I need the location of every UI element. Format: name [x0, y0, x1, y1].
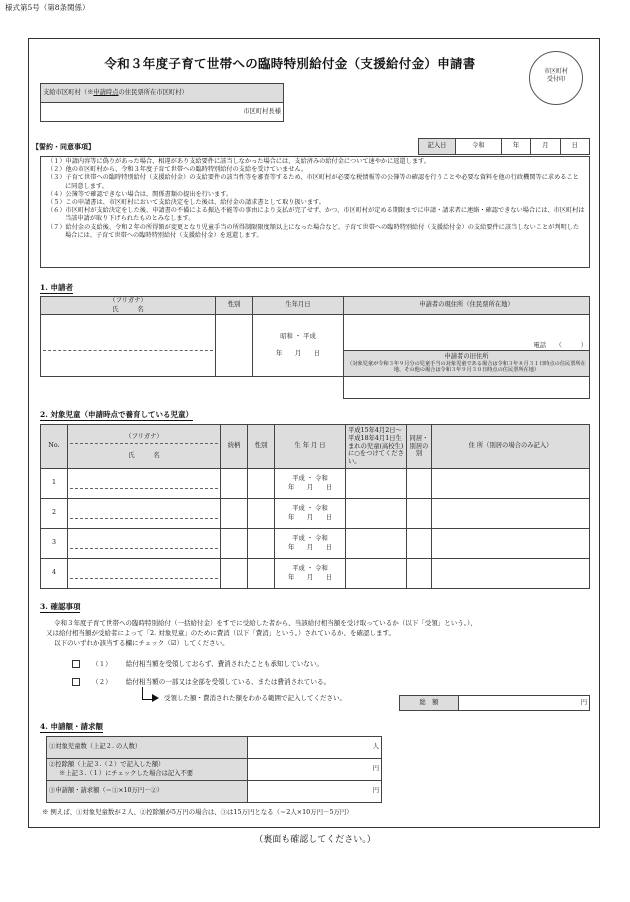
page-title: 令和３年度子育て世帯への臨時特別給付金（支援給付金）申請書 — [104, 56, 476, 71]
checkbox-1[interactable] — [72, 660, 80, 668]
applicant-table — [40, 296, 590, 399]
oath-item: （３）子育て世帯への臨時特別給付（支援給付金）の支給要件の該当性等を審査等するため、市区町村が必要な税情報等の公簿等の確認を行うことや必要な資料を他の行政機関等に求めることに同意します。 — [47, 174, 579, 190]
total-label: 総 額 — [400, 696, 459, 711]
amount-row3-field[interactable]: 円 — [248, 781, 382, 803]
reception-stamp — [529, 51, 583, 105]
arrow-right-icon — [152, 694, 159, 702]
applicant-address-field[interactable]: 電話 （ ） — [344, 315, 590, 351]
total-field[interactable]: 円 — [459, 696, 590, 711]
municipality-label: 支給市区町村（※申請時点の住民票所在市区町村） — [41, 84, 284, 103]
col-address: 住 所（別居の場合のみ記入） — [432, 425, 590, 469]
total-table — [399, 695, 590, 711]
amount-note: ※ 例えば、①対象児童数が２人、②控除額が5万円の場合は、③は15万円となる（＝2人×10万円－5万円） — [42, 808, 353, 816]
checkbox-2[interactable] — [72, 678, 80, 686]
col-relation: 続柄 — [221, 425, 248, 469]
col-name: （フリガナ） 氏 名 — [68, 425, 221, 469]
col-separate: 同居・別居の別 — [407, 425, 432, 469]
date-year[interactable]: 年 — [501, 139, 530, 155]
col-gender: 性別 — [248, 425, 275, 469]
col-highschool: 平成15年4月2日～平成18年4月1日生まれの児童(高校生)に○をつけてください。 — [346, 425, 407, 469]
applicant-old-address-label: 申請者の旧住所 （対象児童が令和３年９月分の児童手当の対象児童である場合は令和３年８月３１日時点の住民票所在地、その他の場合は令和３年９月３０日時点の住民票所在地） — [344, 351, 590, 377]
arrow-note: 受領した額・費消された額をわかる範囲で記入してください。 — [164, 694, 346, 702]
table-row: 2 平成 ・ 令和 年 月 日 — [41, 499, 590, 529]
oath-item: （１）申請内容等に偽りがあった場合、相違があり支給要件に該当しなかった場合には、支給済みの給付金について速やかに返還します。 — [47, 158, 430, 165]
date-label: 記入日 — [419, 139, 456, 155]
child-name-field[interactable] — [68, 469, 221, 499]
amount-row1-label: ①対象児童数（上記２. の人数） — [47, 737, 248, 759]
municipality-mayor[interactable]: 市区町村長様 — [41, 103, 284, 122]
children-table — [40, 424, 590, 589]
amount-row1-field[interactable]: 人 — [248, 737, 382, 759]
applicant-name-field[interactable] — [41, 315, 216, 377]
oath-item: （６）市区町村が支給決定をした後、申請書の不備による振込不能等の事由により支払が完了せず、かつ、市区町村が定める期限までに申請・請求者に連絡・確認できない場合には、市区町村は当該申請が取り下げられたものとみなします。 — [47, 207, 585, 223]
col-no: No. — [41, 425, 68, 469]
amount-heading: 4. 申請額・請求額 — [40, 722, 103, 733]
date-table — [418, 138, 590, 155]
confirm-text: 令和３年度子育て世帯への臨時特別給付（一括給付金）をすでに受給した者から、当該給付相当額を受け取っているか（以下「受領」という。）、 又は給付相当額が受給者によって「2. 対象児童」のために費消（以下「費消」という。）されているか、を確認します。 以下のいずれか該当する欄にチェック（☑）してください。 — [46, 619, 477, 648]
footer-note: （裏面も確認してください。） — [254, 835, 376, 845]
date-month[interactable]: 月 — [531, 139, 560, 155]
stamp-line1: 市区町村 — [543, 68, 568, 75]
col-birth: 生 年 月 日 — [275, 425, 346, 469]
oath-item: （５）この申請書は、市区町村において支給決定をした後は、給付金の請求書として取り扱います。 — [47, 198, 325, 206]
applicant-birth-label: 生年月日 — [253, 297, 344, 315]
stamp-line2: 受付印 — [546, 76, 565, 84]
applicant-birth-field[interactable]: 昭和 ・ 平成 年 月 日 — [253, 315, 344, 377]
table-row: 3 平成 ・ 令和 年 月 日 — [41, 529, 590, 559]
form-number: 様式第5号（第8条関係） — [5, 3, 90, 12]
confirm-heading: 3. 確認事項 — [40, 602, 80, 613]
oath-item: （２）他の市区町村から、令和３年度子育て世帯への臨時特別給付の支給を受けていません。 — [47, 166, 308, 174]
oath-item: （７）給付金の支給後、令和２年の所得額が変更となり児童手当の所得制限限度額以上になった場合など、子育て世帯への臨時特別給付（支援給付金）の支給要件に該当しないことが判明した場合には、子育て世帯への臨時特別給付（支援給付金）を返還します。 — [47, 223, 580, 239]
oath-list — [40, 156, 590, 268]
table-row: 1 平成 ・ 令和 年 月 日 — [41, 469, 590, 499]
confirm-option-2: （２） 給付相当額の一部又は全部を受領している、または費消されている。 — [72, 678, 330, 687]
applicant-gender-label: 性別 — [216, 297, 253, 315]
amount-row3-label: ③申請額・請求額（＝①×10万円－②） — [47, 781, 248, 803]
applicant-heading: 1. 申請者 — [40, 283, 73, 294]
table-row: 4 平成 ・ 令和 年 月 日 — [41, 559, 590, 589]
oath-heading: 【誓約・同意事項】 — [32, 142, 95, 151]
child-name-field[interactable] — [68, 499, 221, 529]
municipality-table — [40, 83, 284, 122]
date-day[interactable]: 日 — [560, 139, 589, 155]
children-heading: 2. 対象児童（申請時点で養育している児童） — [40, 410, 193, 421]
confirm-option-1: （１） 給付相当額を受領しておらず、費消されたことも承知していない。 — [72, 660, 323, 669]
date-era[interactable]: 令和 — [456, 139, 502, 155]
child-name-field[interactable] — [68, 529, 221, 559]
applicant-gender-field[interactable] — [216, 315, 253, 377]
applicant-old-address-field[interactable] — [344, 377, 590, 399]
amount-row2-field[interactable]: 円 — [248, 759, 382, 781]
applicant-furigana-label: （フリガナ） 氏 名 — [41, 297, 216, 315]
oath-item: （４）公簿等で確認できない場合は、関係書類の提出を行います。 — [47, 190, 233, 198]
amount-row2-label: ②控除額（上記３.（２）で記入した額） ※上記３.（１）にチェックした場合は記入不要 — [47, 759, 248, 781]
applicant-address-label: 申請者の現住所（住民票所在地） — [344, 297, 590, 315]
amount-table — [46, 736, 382, 803]
child-name-field[interactable] — [68, 559, 221, 589]
